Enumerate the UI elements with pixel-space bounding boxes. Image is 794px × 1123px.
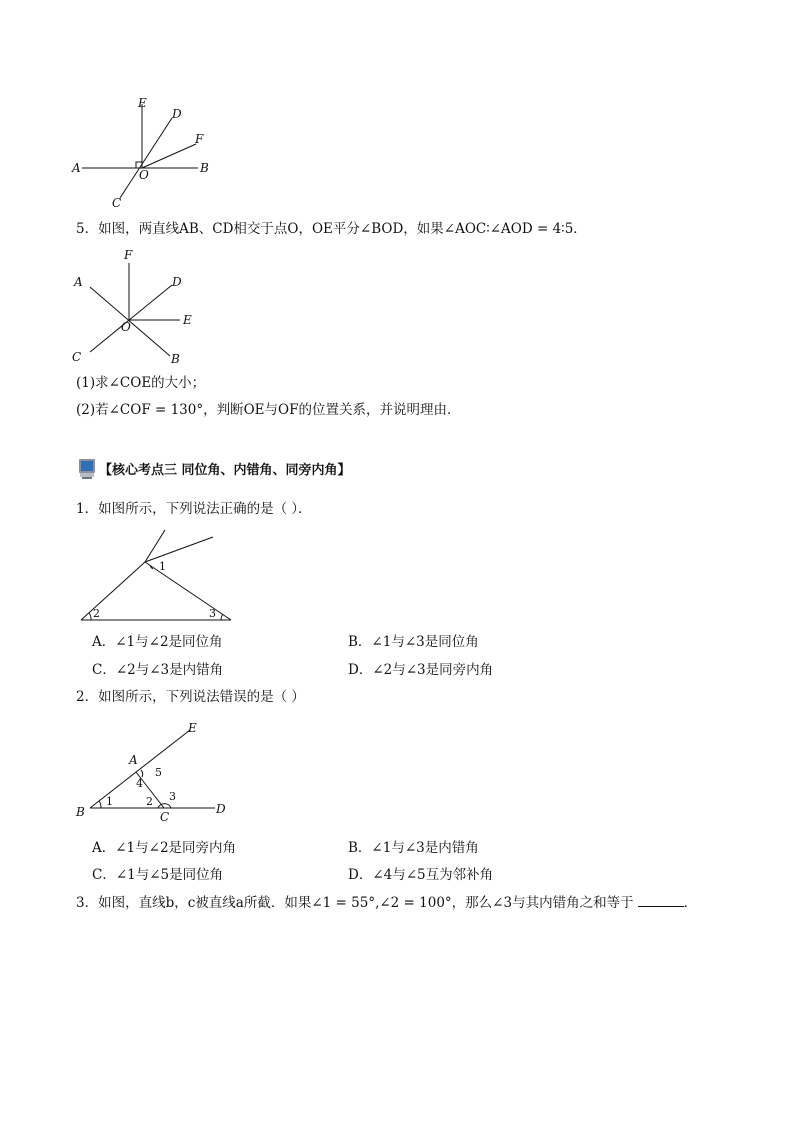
p3-text: 3．如图，直线b，c被直线a所截．如果∠1 = 55°,∠2 = 100°，那么∠3与其内错角之和等于: [76, 895, 634, 911]
p3-end: ．: [683, 895, 698, 911]
label-d: D: [172, 275, 182, 289]
label-angle-3: 3: [209, 607, 216, 620]
arc-angle-1: [99, 801, 101, 808]
label-f: F: [195, 132, 204, 146]
figure-q5: [68, 245, 208, 370]
label-angle-4: 4: [136, 777, 143, 790]
label-f: F: [124, 248, 133, 262]
label-angle-1: 1: [159, 560, 166, 573]
label-angle-2: 2: [93, 607, 100, 620]
p2-option-a[interactable]: A．∠1与∠2是同旁内角: [92, 840, 237, 856]
label-b: B: [76, 805, 85, 819]
outer-ray: [145, 537, 213, 562]
q5-text: 5．如图，两直线AB、CD相交于点O，OE平分∠BOD，如果∠AOC∶∠AOD = 4∶5．: [76, 221, 587, 237]
label-c: C: [160, 810, 170, 824]
label-c: C: [72, 350, 82, 364]
label-d: D: [172, 107, 182, 121]
label-angle-1: 1: [106, 795, 113, 808]
label-o: O: [121, 320, 131, 334]
figure-p1: [78, 530, 238, 625]
label-e: E: [188, 721, 197, 735]
extended-ray: [145, 530, 165, 562]
arc-angle-2: [89, 613, 91, 620]
ray-of: [142, 144, 196, 168]
figure-angles-aob: [60, 90, 230, 215]
q5-sub2: (2)若∠COF = 130°，判断OE与OF的位置关系，并说明理由．: [76, 402, 461, 418]
label-e: E: [183, 313, 192, 327]
p1-text: 1．如图所示，下列说法正确的是（ ）．: [76, 501, 312, 517]
answer-blank[interactable]: [638, 894, 684, 907]
triangle-left-side: [81, 562, 145, 620]
label-d: D: [216, 802, 226, 816]
label-angle-2: 2: [146, 795, 153, 808]
section-heading: 【核心考点三 同位角、内错角、同旁内角】: [99, 463, 351, 478]
line-cd: [90, 285, 172, 352]
p1-option-a[interactable]: A．∠1与∠2是同位角: [92, 634, 223, 650]
arc-angle-5: [141, 770, 143, 777]
label-angle-3: 3: [169, 790, 176, 803]
triangle-right-side: [145, 562, 231, 620]
q5-sub1: (1)求∠COE的大小；: [76, 375, 206, 391]
label-c: C: [112, 196, 122, 210]
label-b: B: [171, 352, 180, 366]
p1-option-d[interactable]: D．∠2与∠3是同旁内角: [348, 662, 494, 678]
label-a: A: [74, 275, 83, 289]
p2-option-b[interactable]: B．∠1与∠3是内错角: [348, 840, 479, 856]
p2-option-d[interactable]: D．∠4与∠5互为邻补角: [348, 867, 494, 883]
arc-angle-3: [221, 614, 223, 620]
label-b: B: [200, 161, 209, 175]
label-angle-5: 5: [155, 766, 162, 779]
p1-option-b[interactable]: B．∠1与∠3是同位角: [348, 634, 479, 650]
label-o: O: [139, 168, 149, 182]
p3-line: [76, 894, 697, 912]
label-a: A: [129, 753, 138, 767]
label-a: A: [72, 161, 81, 175]
monitor-icon: [77, 458, 97, 480]
figure-p2: [70, 715, 240, 830]
arc-angle-3: [158, 804, 171, 808]
p1-option-c[interactable]: C．∠2与∠3是内错角: [92, 662, 224, 678]
p2-option-c[interactable]: C．∠1与∠5是同位角: [92, 867, 224, 883]
p2-text: 2．如图所示，下列说法错误的是（ ）: [76, 689, 305, 705]
label-e: E: [138, 96, 147, 110]
